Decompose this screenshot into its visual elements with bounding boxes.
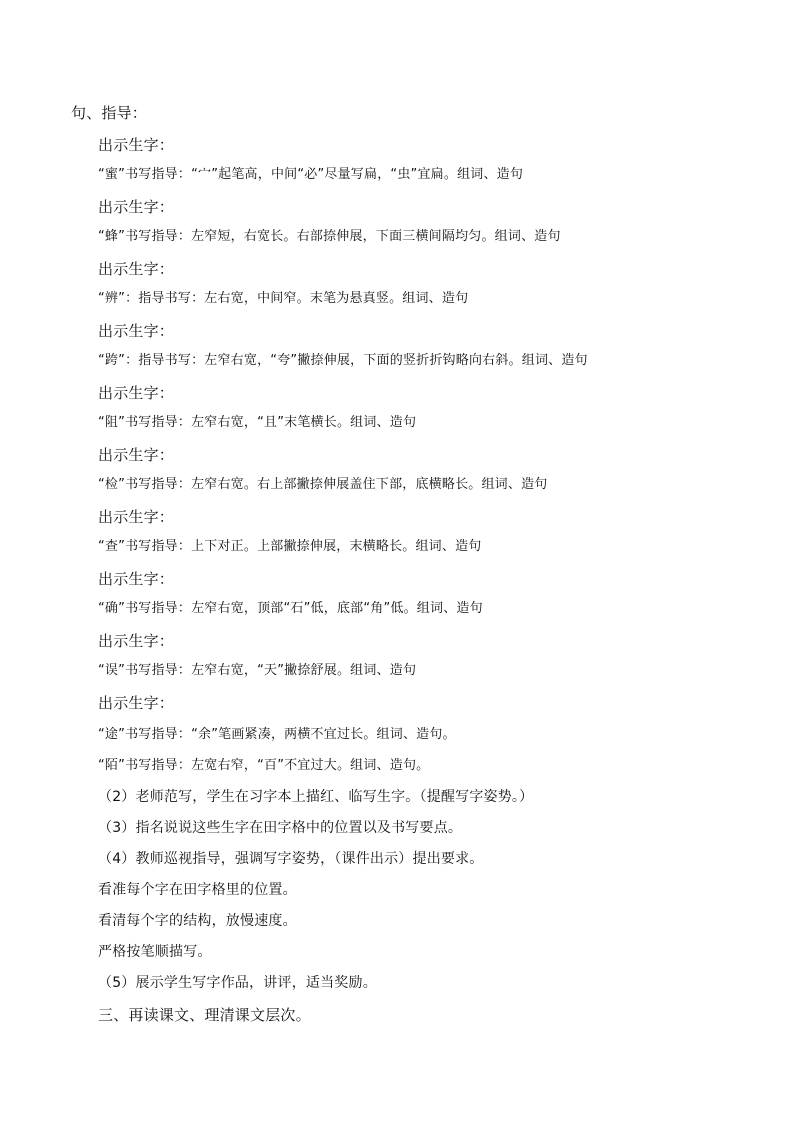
writing-guide-line: “查”书写指导：上下对正。上部撇捺伸展，末横略长。组词、造句 [98, 539, 482, 554]
show-new-character-label: 出示生字： [98, 694, 175, 712]
writing-guide-line: “检”书写指导：左窄右宽。右上部撇捺伸展盖住下部，底横略长。组词、造句 [98, 477, 548, 492]
show-new-character-label: 出示生字： [98, 570, 175, 588]
writing-guide-line: “辨”：指导书写：左右宽，中间窄。末笔为悬真竖。组词、造句 [98, 291, 469, 306]
show-new-character-label: 出示生字： [98, 446, 175, 464]
step-item: （5）展示学生写字作品，讲评，适当奖励。 [98, 975, 377, 991]
requirement-item: 看清每个字的结构，放慢速度。 [98, 913, 297, 929]
writing-guide-line: “蜂”书写指导：左窄短，右宽长。右部捺伸展，下面三横间隔均匀。组词、造句 [98, 229, 561, 244]
writing-guide-line: “阻”书写指导：左窄右宽，“且”末笔横长。组词、造句 [98, 415, 417, 430]
writing-guide-line: “误”书写指导：左窄右宽，“天”撇捺舒展。组词、造句 [98, 663, 417, 678]
writing-guide-line: “确”书写指导：左窄右宽，顶部“石”低，底部“角”低。组词、造句 [98, 601, 483, 616]
show-new-character-label: 出示生字： [98, 136, 175, 154]
show-new-character-label: 出示生字： [98, 260, 175, 278]
step-item: （4）教师巡视指导，强调写字姿势，（课件出示）提出要求。 [98, 851, 484, 867]
writing-guide-line: “陌”书写指导：左宽右窄，“百”不宜过大。组词、造句。 [98, 758, 430, 773]
section-heading-reread: 三、再读课文、理清课文层次。 [98, 1006, 311, 1024]
writing-guide-line: “蜜”书写指导：“宀”起笔高，中间“必”尽量写扁，“虫”宜扁。组词、造句 [98, 167, 524, 182]
show-new-character-label: 出示生字： [98, 322, 175, 340]
requirement-item: 严格按笔顺描写。 [98, 944, 212, 960]
step-item: （2）老师范写，学生在习字本上描红、临写生字。（提醒写字姿势。） [98, 789, 534, 805]
writing-guide-line: “途”书写指导：“余”笔画紧凑，两横不宜过长。组词、造句。 [98, 727, 456, 742]
show-new-character-label: 出示生字： [98, 632, 175, 650]
show-new-character-label: 出示生字： [98, 508, 175, 526]
section-heading-guidance: 句、指导： [71, 104, 148, 122]
writing-guide-line: “跨”：指导书写：左窄右宽，“夸”撇捺伸展，下面的竖折折钩略向右斜。组词、造句 [98, 353, 588, 368]
step-item: （3）指名说说这些生字在田字格中的位置以及书写要点。 [98, 820, 463, 836]
requirement-item: 看准每个字在田字格里的位置。 [98, 882, 297, 898]
show-new-character-label: 出示生字： [98, 198, 175, 216]
show-new-character-label: 出示生字： [98, 384, 175, 402]
